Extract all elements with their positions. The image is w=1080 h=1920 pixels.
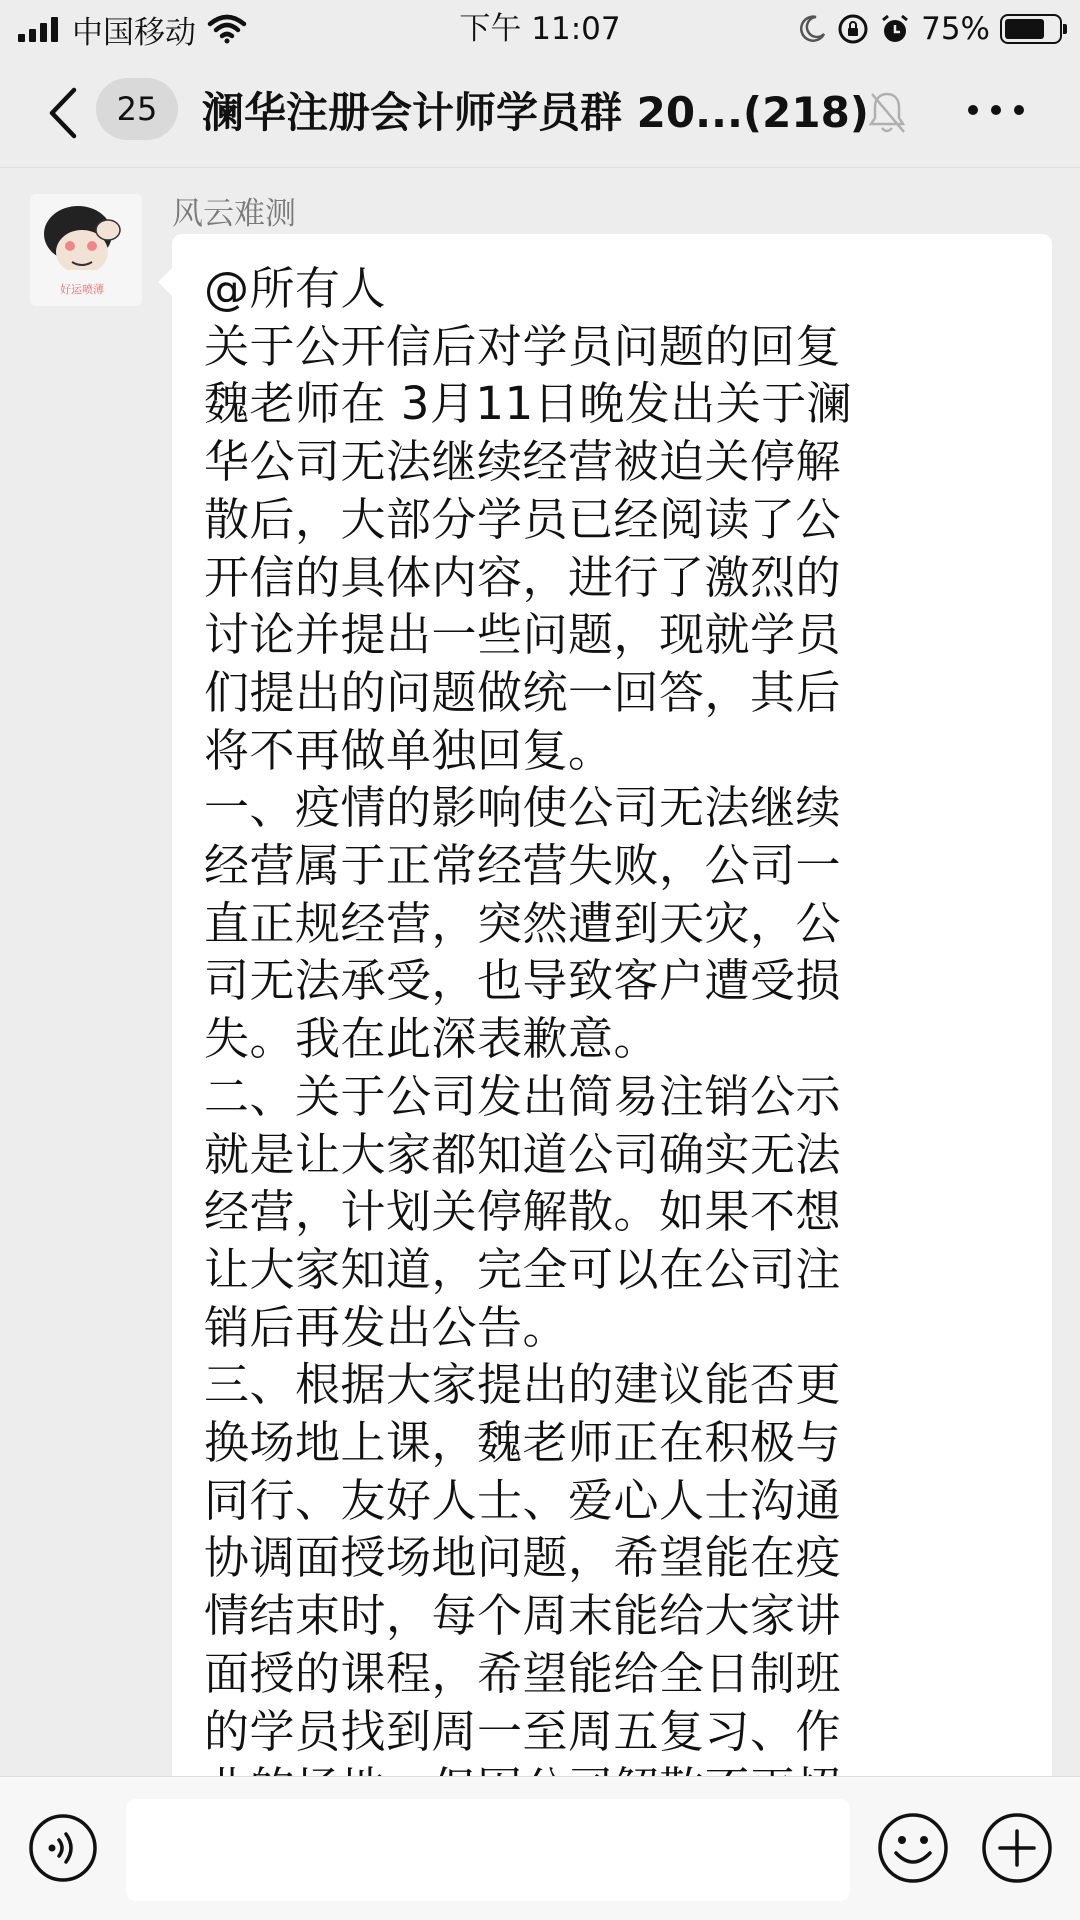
- message-line: @所有人: [204, 262, 387, 315]
- chat-header: [0, 58, 1080, 168]
- message-line: 华公司无法继续经营被迫关停解: [204, 435, 842, 489]
- clock: 下午 11:07: [459, 11, 621, 47]
- message-line: 关于公开信后对学员问题的回复: [204, 319, 842, 373]
- moon-icon: [797, 14, 827, 44]
- message-line: 情结束时，每个周末能给大家讲: [204, 1589, 842, 1643]
- message-line: 的学员找到周一至周五复习、作: [204, 1704, 842, 1758]
- input-bar: [0, 1776, 1080, 1920]
- message-line: 协调面授场地问题，希望能在疫: [204, 1531, 842, 1585]
- plus-icon[interactable]: [980, 1811, 1054, 1885]
- message-line: 一、疫情的影响使公司无法继续: [204, 781, 842, 835]
- chat-area[interactable]: [0, 168, 1080, 1776]
- message-bubble[interactable]: [172, 234, 1052, 1834]
- chat-title: 澜华注册会计师学员群 20...(218): [202, 88, 869, 137]
- more-icon[interactable]: [968, 98, 1024, 122]
- message-line: 讨论并提出一些问题，现就学员: [204, 608, 842, 662]
- message-line: 直正规经营，突然遭到天灾，公: [204, 896, 842, 950]
- message-line: 将不再做单独回复。: [204, 723, 614, 777]
- carrier-label: 中国移动: [72, 14, 196, 51]
- message-line: 换场地上课，魏老师正在积极与: [204, 1416, 842, 1470]
- message-line: 失。我在此深表歉意。: [204, 1012, 660, 1066]
- message-line: 二、关于公司发出简易注销公示: [204, 1069, 842, 1123]
- message-line: 就是让大家都知道公司确实无法: [204, 1127, 842, 1181]
- message-line: 销后再发出公告。: [204, 1300, 569, 1354]
- message-line: 让大家知道，完全可以在公司注: [204, 1242, 842, 1296]
- message-line: 开信的具体内容，进行了激烈的: [204, 550, 842, 604]
- avatar[interactable]: [30, 194, 142, 306]
- message-line: 魏老师在 3月11日晚发出关于澜: [204, 377, 853, 431]
- rotation-lock-icon: [837, 13, 869, 45]
- message-line: 三、根据大家提出的建议能否更: [204, 1358, 842, 1412]
- battery-icon: [1000, 14, 1062, 44]
- message-line: 散后，大部分学员已经阅读了公: [204, 492, 842, 546]
- emoji-icon[interactable]: [876, 1811, 950, 1885]
- battery-percent: 75%: [921, 11, 990, 47]
- message-input[interactable]: [126, 1799, 850, 1901]
- avatar-image: [30, 194, 142, 306]
- message-line: 经营，计划关停解散。如果不想: [204, 1185, 842, 1239]
- mute-icon: [866, 88, 908, 136]
- sender-name: 风云难测: [172, 196, 296, 232]
- message-line: 们提出的问题做统一回答，其后: [204, 665, 842, 719]
- message-line: 司无法承受，也导致客户遭受损: [204, 954, 842, 1008]
- avatar-caption: 好运喷薄: [60, 283, 104, 296]
- message-line: 经营属于正常经营失败，公司一: [204, 839, 842, 893]
- voice-icon[interactable]: [28, 1813, 98, 1883]
- message-line: 面授的课程，希望能给全日制班: [204, 1646, 842, 1700]
- alarm-icon: [879, 13, 911, 45]
- message-line: 同行、友好人士、爱心人士沟通: [204, 1473, 842, 1527]
- back-icon[interactable]: [44, 86, 84, 140]
- status-right: [797, 8, 1062, 50]
- unread-count-badge[interactable]: 25: [96, 78, 178, 140]
- status-bar: [0, 0, 1080, 58]
